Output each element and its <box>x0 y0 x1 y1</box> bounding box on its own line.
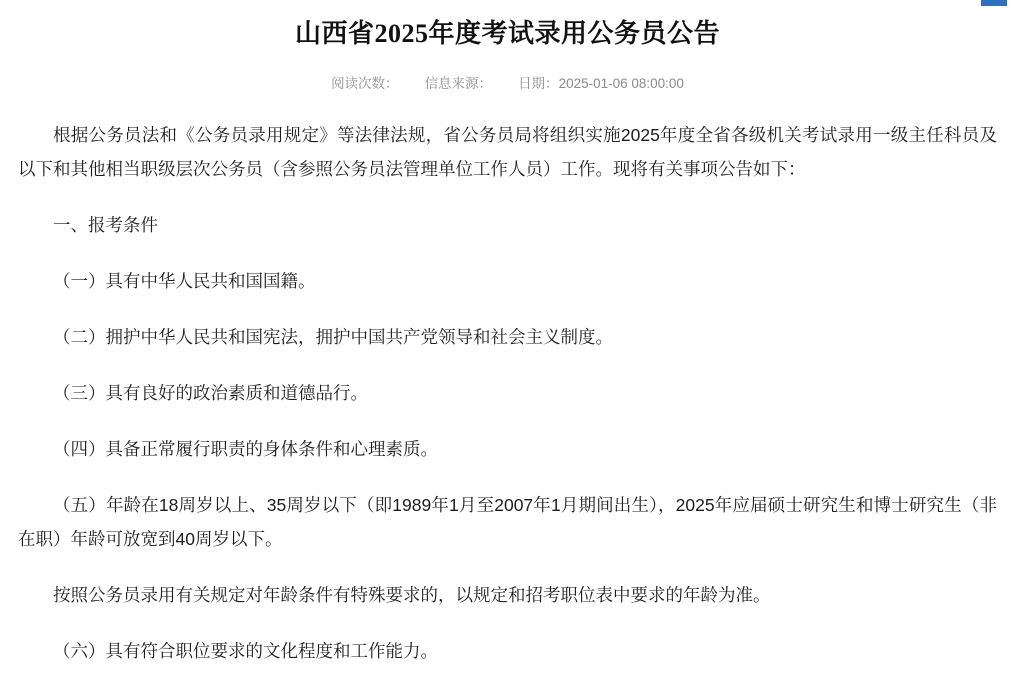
meta-source-label: 信息来源： <box>424 76 493 91</box>
meta-read-count-label: 阅读次数： <box>331 76 399 91</box>
paragraph: （二）拥护中华人民共和国宪法，拥护中国共产党领导和社会主义制度。 <box>53 327 613 347</box>
paragraph: 按照公务员录用有关规定对年龄条件有特殊要求的，以规定和招考职位表中要求的年龄为准。 <box>53 585 771 605</box>
section-heading-requirements: 一、报考条件 <box>53 215 158 235</box>
meta-date-value: 2025-01-06 08:00:00 <box>558 76 684 91</box>
meta-source <box>425 72 493 92</box>
document-body <box>18 118 997 668</box>
paragraph: 根据公务员法和《公务员录用规定》等法律法规，省公务员局将组织实施2025年度全省各级机关考试录用一级主任科员及以下和其他相当职级层次公务员（含参照公务员法管理单位工作人员）工作。现将有关事项公告如下： <box>18 125 997 179</box>
page-title: 山西省2025年度考试录用公务员公告 <box>294 19 720 48</box>
top-right-marker <box>981 0 1007 6</box>
meta-date <box>518 72 684 92</box>
document-meta <box>18 72 997 92</box>
paragraph: （六）具有符合职位要求的文化程度和工作能力。 <box>53 641 438 661</box>
meta-read-count <box>331 72 399 92</box>
paragraph: （一）具有中华人民共和国国籍。 <box>53 271 316 291</box>
paragraph: （五）年龄在18周岁以上、35周岁以下（即1989年1月至2007年1月期间出生），2025年应届硕士研究生和博士研究生（非在职）年龄可放宽到40周岁以下。 <box>18 495 997 549</box>
paragraph: （四）具备正常履行职责的身体条件和心理素质。 <box>53 439 438 459</box>
meta-date-label: 日期： <box>518 76 559 91</box>
paragraph: （三）具有良好的政治素质和道德品行。 <box>53 383 368 403</box>
